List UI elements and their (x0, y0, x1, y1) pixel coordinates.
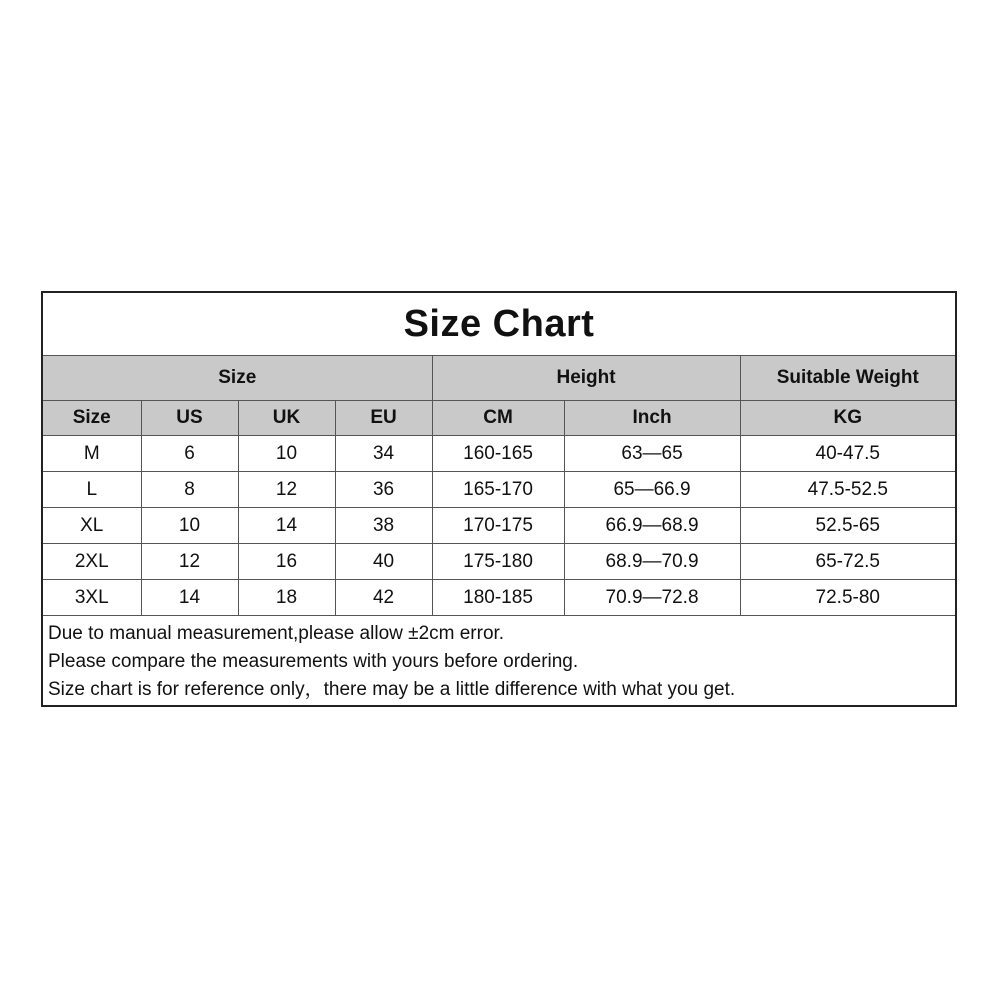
table-cell: M (43, 436, 141, 472)
sub-header-row (43, 401, 955, 436)
table-cell: 10 (238, 436, 335, 472)
column-header: EU (335, 401, 432, 436)
group-header-height: Height (432, 356, 740, 401)
table-cell: 12 (141, 544, 238, 580)
table-cell: 6 (141, 436, 238, 472)
table-cell: 65—66.9 (564, 472, 740, 508)
column-header: KG (740, 401, 955, 436)
table-cell: 65-72.5 (740, 544, 955, 580)
group-header-weight: Suitable Weight (740, 356, 955, 401)
table-cell: 14 (238, 508, 335, 544)
table-row (43, 436, 955, 472)
note-line: Size chart is for reference only，there may be a little difference with what you get. (48, 679, 736, 700)
table-row (43, 544, 955, 580)
note-line: Due to manual measurement,please allow ±2cm error. (48, 623, 505, 644)
table-cell: L (43, 472, 141, 508)
notes (43, 616, 955, 704)
table-cell: XL (43, 508, 141, 544)
table-cell: 8 (141, 472, 238, 508)
group-header-row (43, 356, 955, 401)
table-cell: 18 (238, 580, 335, 616)
column-header: Size (43, 401, 141, 436)
size-chart (41, 291, 957, 707)
size-table (43, 356, 955, 616)
table-cell: 160-165 (432, 436, 564, 472)
page-title: Size Chart (403, 302, 595, 345)
title-row (43, 293, 955, 356)
table-cell: 40-47.5 (740, 436, 955, 472)
table-cell: 36 (335, 472, 432, 508)
table-cell: 180-185 (432, 580, 564, 616)
table-cell: 10 (141, 508, 238, 544)
table-cell: 170-175 (432, 508, 564, 544)
table-cell: 68.9—70.9 (564, 544, 740, 580)
table-cell: 40 (335, 544, 432, 580)
table-cell: 14 (141, 580, 238, 616)
note-line: Please compare the measurements with yours before ordering. (48, 651, 579, 672)
table-cell: 12 (238, 472, 335, 508)
table-cell: 38 (335, 508, 432, 544)
table-row (43, 472, 955, 508)
table-cell: 52.5-65 (740, 508, 955, 544)
column-header: UK (238, 401, 335, 436)
column-header: CM (432, 401, 564, 436)
table-cell: 63—65 (564, 436, 740, 472)
table-cell: 16 (238, 544, 335, 580)
table-cell: 175-180 (432, 544, 564, 580)
table-cell: 34 (335, 436, 432, 472)
table-row (43, 580, 955, 616)
table-cell: 70.9—72.8 (564, 580, 740, 616)
table-cell: 42 (335, 580, 432, 616)
table-cell: 3XL (43, 580, 141, 616)
table-row (43, 508, 955, 544)
column-header: Inch (564, 401, 740, 436)
table-cell: 72.5-80 (740, 580, 955, 616)
group-header-size: Size (43, 356, 432, 401)
column-header: US (141, 401, 238, 436)
table-cell: 165-170 (432, 472, 564, 508)
table-cell: 2XL (43, 544, 141, 580)
table-cell: 66.9—68.9 (564, 508, 740, 544)
table-cell: 47.5-52.5 (740, 472, 955, 508)
